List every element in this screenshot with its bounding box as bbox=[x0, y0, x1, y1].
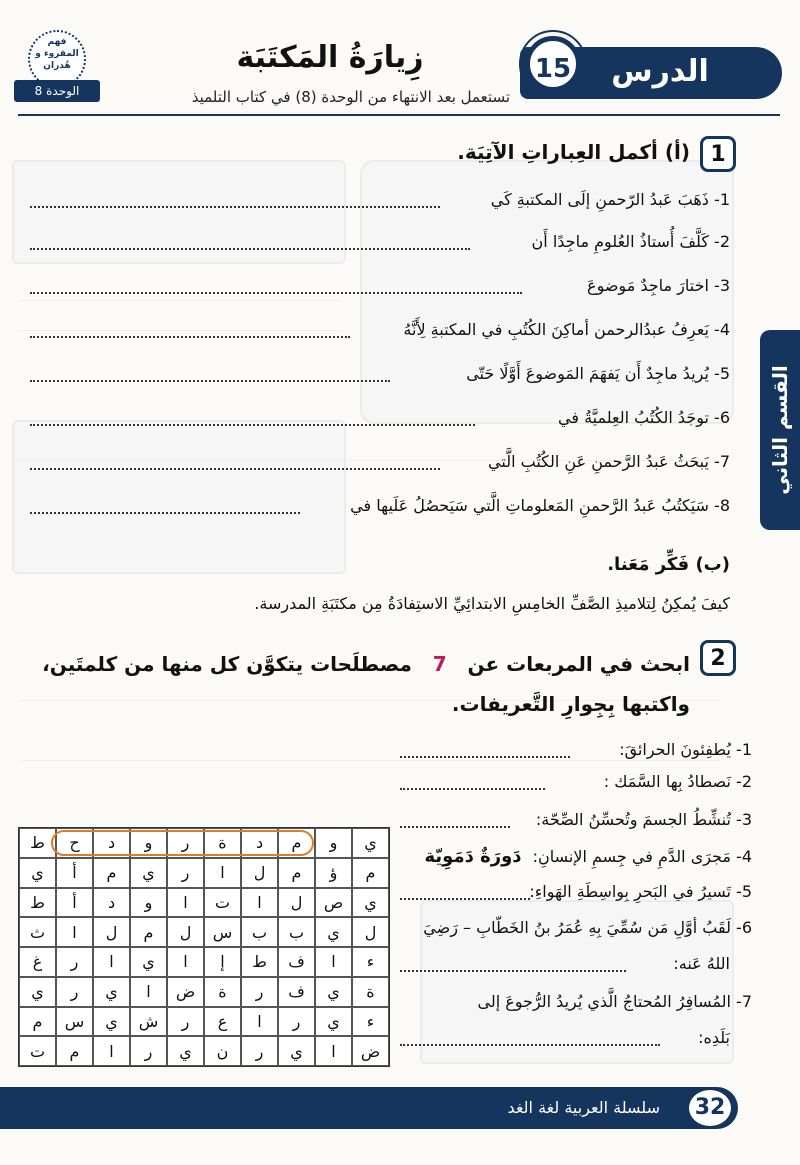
grid-cell[interactable]: ح bbox=[56, 828, 93, 858]
grid-cell[interactable]: ي bbox=[352, 888, 389, 918]
grid-cell[interactable]: ي bbox=[93, 1007, 130, 1037]
item-text: يُطفِئونَ الحرائقَ: bbox=[619, 740, 731, 759]
answer-line[interactable] bbox=[400, 826, 510, 828]
page-number: 32 bbox=[686, 1087, 734, 1129]
section-subtitle: (ب) فَكِّر مَعَنا. bbox=[607, 554, 730, 575]
grid-cell[interactable]: م bbox=[93, 858, 130, 888]
grid-cell[interactable]: ي bbox=[19, 858, 56, 888]
grid-cell[interactable]: ة bbox=[352, 977, 389, 1007]
lesson-word: الدرس bbox=[611, 54, 709, 89]
grid-cell[interactable]: غ bbox=[19, 947, 56, 977]
grid-cell[interactable]: أ bbox=[56, 858, 93, 888]
grid-cell[interactable]: ي bbox=[93, 977, 130, 1007]
grid-cell[interactable]: ب bbox=[241, 917, 278, 947]
exercise-item bbox=[587, 276, 730, 295]
exercise-item bbox=[466, 364, 730, 383]
grid-cell[interactable]: ر bbox=[241, 1036, 278, 1066]
grid-cell[interactable]: ا bbox=[93, 1036, 130, 1066]
answer-line[interactable] bbox=[400, 970, 626, 972]
grid-cell[interactable]: م bbox=[352, 858, 389, 888]
item-text: توجَدُ الكُتُبُ العِلميَّةُ في bbox=[558, 408, 709, 427]
grid-cell[interactable]: ؤ bbox=[315, 858, 352, 888]
answer-line[interactable] bbox=[30, 424, 475, 426]
grid-cell[interactable]: ب bbox=[278, 917, 315, 947]
definition-item bbox=[604, 772, 752, 791]
item-number: 7- bbox=[714, 452, 730, 471]
grid-cell[interactable]: ش bbox=[130, 1007, 167, 1037]
section-title: (أ) أكمل العِباراتِ الآتِيَة. bbox=[457, 140, 690, 164]
answer-line[interactable] bbox=[400, 788, 545, 790]
item-text: لَقَبُ أوَّلِ مَن سُمِّيَ بِهِ عُمَرُ بنُ الخَطّابِ – رَضِيَ bbox=[423, 918, 731, 937]
unit-badge bbox=[14, 30, 100, 98]
item-number: 5- bbox=[714, 364, 730, 383]
grid-cell[interactable]: ا bbox=[241, 1007, 278, 1037]
grid-cell[interactable]: ي bbox=[315, 917, 352, 947]
grid-cell[interactable]: ي bbox=[352, 828, 389, 858]
side-tab-label: القسم الثاني bbox=[768, 365, 792, 495]
exercise-item bbox=[350, 496, 730, 515]
unit-circle-text: فهم المقروء و هُدران bbox=[35, 37, 79, 71]
definition-item bbox=[478, 992, 753, 1011]
answer-line[interactable] bbox=[30, 468, 440, 470]
grid-cell[interactable]: م bbox=[19, 1007, 56, 1037]
grid-cell[interactable]: أ bbox=[56, 888, 93, 918]
grid-cell[interactable]: ا bbox=[315, 1036, 352, 1066]
grid-cell[interactable]: و bbox=[315, 828, 352, 858]
exercise-item bbox=[558, 408, 730, 427]
grid-cell[interactable]: ا bbox=[241, 888, 278, 918]
item-text: كَلَّفَ أُستاذُ العُلومِ ماجِدًا أَن bbox=[531, 232, 709, 251]
item-number: 1- bbox=[714, 190, 730, 209]
answer-line[interactable] bbox=[30, 206, 440, 208]
grid-cell[interactable]: ا bbox=[315, 947, 352, 977]
prompt-text: كيفَ يُمكِنُ لِتلاميذِ الصَّفِّ الخامِسِ الابتدائِيِّ الاستِفادَةُ مِن مكتَبَةِ المدرسة. bbox=[254, 594, 730, 613]
grid-cell[interactable]: ر bbox=[130, 1036, 167, 1066]
definition-item bbox=[423, 918, 752, 937]
grid-cell[interactable]: ر bbox=[167, 828, 204, 858]
item-text: تُنشِّطُ الجسمَ وتُحسِّنُ الصِّحّة: bbox=[535, 810, 731, 829]
section-number: 2 bbox=[700, 640, 736, 676]
grid-cell[interactable]: م bbox=[130, 917, 167, 947]
grid-cell[interactable]: م bbox=[278, 858, 315, 888]
item-number: 2- bbox=[714, 232, 730, 251]
item-number: 2- bbox=[736, 772, 752, 791]
grid-cell[interactable]: ة bbox=[204, 828, 241, 858]
exercise-item bbox=[403, 320, 730, 339]
definition-item-continued bbox=[673, 954, 730, 973]
grid-cell[interactable]: ل bbox=[241, 858, 278, 888]
grid-cell[interactable]: ر bbox=[167, 858, 204, 888]
grid-cell[interactable]: ي bbox=[19, 977, 56, 1007]
item-text: يُريدُ ماجِدٌ أَن يَفهَمَ المَوضوعَ أَوَّلًا حَتّى bbox=[466, 364, 709, 383]
grid-cell[interactable]: إ bbox=[204, 947, 241, 977]
answer-line[interactable] bbox=[30, 380, 390, 382]
grid-cell[interactable]: ر bbox=[56, 977, 93, 1007]
grid-cell[interactable]: ر bbox=[167, 1007, 204, 1037]
grid-cell[interactable]: ط bbox=[19, 828, 56, 858]
item-number: 1- bbox=[736, 740, 752, 759]
definition-item bbox=[424, 846, 752, 867]
grid-cell[interactable]: ا bbox=[167, 947, 204, 977]
grid-cell[interactable]: ا bbox=[56, 917, 93, 947]
grid-cell[interactable]: م bbox=[278, 828, 315, 858]
item-number: 3- bbox=[714, 276, 730, 295]
grid-cell[interactable]: ص bbox=[315, 888, 352, 918]
grid-cell[interactable]: ي bbox=[167, 1036, 204, 1066]
grid-cell[interactable]: و bbox=[130, 888, 167, 918]
item-text: مَجرَى الدَّمِ في جِسمِ الإنسانِ: bbox=[532, 847, 731, 866]
grid-cell[interactable]: ف bbox=[278, 977, 315, 1007]
item-number: 8- bbox=[714, 496, 730, 515]
grid-cell[interactable]: ر bbox=[56, 947, 93, 977]
item-number: 4- bbox=[714, 320, 730, 339]
grid-cell[interactable]: ط bbox=[19, 888, 56, 918]
item-number: 5- bbox=[736, 882, 752, 901]
definition-item-continued bbox=[698, 1028, 730, 1047]
grid-cell[interactable]: ض bbox=[167, 977, 204, 1007]
grid-cell[interactable]: ل bbox=[93, 917, 130, 947]
grid-cell[interactable]: ع bbox=[204, 1007, 241, 1037]
grid-cell[interactable]: ر bbox=[241, 977, 278, 1007]
answer-line[interactable] bbox=[400, 898, 530, 900]
exercise-item bbox=[532, 232, 730, 251]
item-number: 4- bbox=[736, 847, 752, 866]
answer-line[interactable] bbox=[30, 512, 300, 514]
grid-cell[interactable]: ن bbox=[204, 1036, 241, 1066]
grid-cell[interactable]: ل bbox=[167, 917, 204, 947]
lesson-number: 15 bbox=[525, 36, 581, 92]
bleed-through-panel bbox=[12, 420, 346, 574]
grid-cell[interactable]: ط bbox=[241, 947, 278, 977]
item-text: سَيَكتُبُ عَبدُ الرَّحمنِ المَعلوماتِ الَّتي سَيَحصُلُ عَلَيها في bbox=[350, 496, 709, 515]
grid-cell[interactable]: ث bbox=[19, 917, 56, 947]
item-text: اختارَ ماجِدٌ مَوضوعَ bbox=[587, 276, 709, 295]
item-number: 6- bbox=[736, 918, 752, 937]
lesson-subtitle: تستعمل بعد الانتهاء من الوحدة (8) في كتاب التلميذ bbox=[191, 88, 510, 106]
item-text: يَبحَثُ عَبدُ الرَّحمنِ عَنِ الكُتُبِ الَّتي bbox=[488, 452, 709, 471]
answer-line[interactable] bbox=[30, 292, 522, 294]
item-text: بَلَدِه: bbox=[698, 1028, 730, 1047]
item-text: اللهُ عَنه: bbox=[673, 954, 730, 973]
handwritten-answer: دَورَةٌ دَمَوِيّة bbox=[424, 846, 522, 867]
item-number: 6- bbox=[714, 408, 730, 427]
lesson-title: زِيارَةُ المَكتَبَة bbox=[236, 40, 424, 75]
grid-cell[interactable]: ا bbox=[130, 977, 167, 1007]
answer-line[interactable] bbox=[400, 756, 570, 758]
grid-cell[interactable]: ل bbox=[352, 917, 389, 947]
grid-cell[interactable]: ل bbox=[278, 888, 315, 918]
definition-item bbox=[619, 740, 752, 759]
grid-cell[interactable]: ي bbox=[130, 947, 167, 977]
section-number: 1 bbox=[700, 136, 736, 172]
unit-label: الوحدة 8 bbox=[14, 80, 100, 102]
grid-cell[interactable]: ي bbox=[315, 1007, 352, 1037]
grid-cell[interactable]: ء bbox=[352, 947, 389, 977]
item-text: تَسيرُ في البَحرِ بِواسِطَةِ الهَواءِ: bbox=[529, 882, 731, 901]
exercise-item bbox=[491, 190, 730, 209]
title-part: ابحث في المربعات عن bbox=[467, 652, 690, 676]
grid-cell[interactable]: ي bbox=[130, 858, 167, 888]
item-number: 7- bbox=[736, 992, 752, 1011]
grid-cell[interactable]: ي bbox=[278, 1036, 315, 1066]
series-name: سلسلة العربية لغة الغد bbox=[507, 1098, 660, 1117]
grid-cell[interactable]: د bbox=[241, 828, 278, 858]
grid-cell[interactable]: ف bbox=[278, 947, 315, 977]
grid-cell[interactable]: ت bbox=[19, 1036, 56, 1066]
section-title bbox=[40, 644, 690, 724]
definition-item bbox=[529, 882, 752, 901]
item-text: يَعرِفُ عبدُالرحمن أماكِنَ الكُتُبِ في المكتبةِ لِأَنَّهُ bbox=[403, 320, 709, 339]
found-word-highlight bbox=[51, 830, 314, 856]
item-text: ذَهَبَ عَبدُ الرّحمنِ إلَى المكتبةِ كَي bbox=[490, 190, 709, 209]
word-search-grid bbox=[18, 827, 390, 1067]
grid-cell[interactable]: س bbox=[56, 1007, 93, 1037]
answer-line[interactable] bbox=[400, 1044, 660, 1046]
grid-cell[interactable]: ي bbox=[315, 977, 352, 1007]
word-count: 7 bbox=[432, 652, 447, 676]
item-text: نَصطادُ بِها السَّمَك : bbox=[603, 772, 731, 791]
grid-cell[interactable]: ر bbox=[278, 1007, 315, 1037]
grid-cell[interactable]: م bbox=[56, 1036, 93, 1066]
grid-cell[interactable]: و bbox=[130, 828, 167, 858]
answer-line[interactable] bbox=[30, 336, 350, 338]
title-part: مصطلَحات يتكوَّن كل منها من كلمتَين، واكتبها بِجِوارِ التَّعريفات. bbox=[42, 652, 690, 716]
grid-cell[interactable]: س bbox=[204, 917, 241, 947]
answer-line[interactable] bbox=[30, 248, 470, 250]
item-number: 3- bbox=[736, 810, 752, 829]
grid-cell[interactable]: ا bbox=[204, 858, 241, 888]
grid-cell[interactable]: ء bbox=[352, 1007, 389, 1037]
exercise-item bbox=[488, 452, 730, 471]
grid-cell[interactable]: ا bbox=[167, 888, 204, 918]
grid-cell[interactable]: د bbox=[93, 828, 130, 858]
item-text: المُسافِرُ المُحتاجُ الَّذي يُريدُ الرُّجوعَ إلى bbox=[477, 992, 731, 1011]
definition-item bbox=[536, 810, 752, 829]
grid-cell[interactable]: ا bbox=[93, 947, 130, 977]
grid-cell[interactable]: ض bbox=[352, 1036, 389, 1066]
grid-cell[interactable]: د bbox=[93, 888, 130, 918]
grid-cell[interactable]: ت bbox=[204, 888, 241, 918]
grid-cell[interactable]: ة bbox=[204, 977, 241, 1007]
header-rule bbox=[18, 114, 780, 116]
